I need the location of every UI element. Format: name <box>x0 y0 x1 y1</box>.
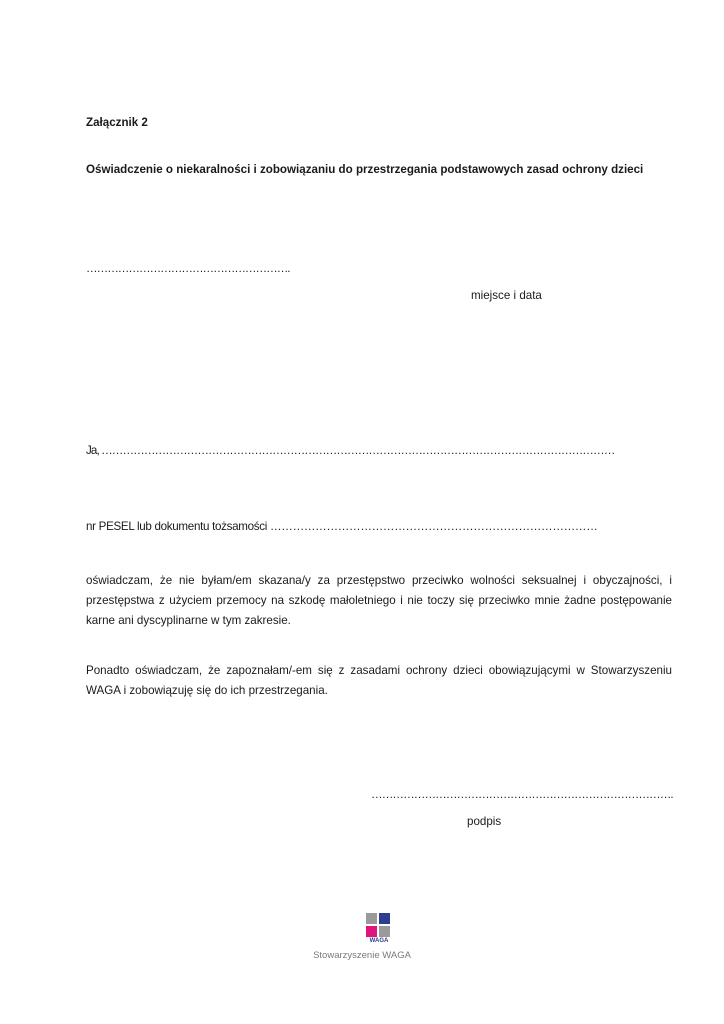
statement-child-protection: Ponadto oświadczam, że zapoznałam/-em się z zasadami ochrony dzieci obowiązującymi w Stowarzyszeniu WAGA i zobowiązuję się do ich przestrzegania. <box>86 664 672 697</box>
signature-line: …………………………………………………………………………. <box>371 788 673 801</box>
name-field-line: Ja, ……………………………………………………………………………………………………………………………… <box>86 444 615 457</box>
logo-square-blue <box>379 913 390 924</box>
place-date-label: miejsce i data <box>471 289 542 302</box>
logo-square-gray-1 <box>366 913 377 924</box>
footer-organization: Stowarzyszenie WAGA <box>313 950 411 961</box>
annex-label: Załącznik 2 <box>86 116 148 129</box>
logo-square-magenta <box>366 926 377 937</box>
waga-logo <box>366 913 392 943</box>
statement-no-criminal-record: oświadczam, że nie byłam/em skazana/y za przestępstwo przeciwko wolności seksualnej i obyczajności, i przestępstwa z użyciem przemocy na szkodę małoletniego i nie toczy się przeciwko mnie żadne postępowanie karne ani dyscyplinarne w tym zakresie. <box>86 574 672 627</box>
place-date-line: …………………………………………………. <box>86 262 290 275</box>
document-title: Oświadczenie o niekaralności i zobowiązaniu do przestrzegania podstawowych zasad ochrony dzieci <box>86 163 644 176</box>
signature-label: podpis <box>467 815 502 828</box>
logo-text: WAGA <box>369 938 389 944</box>
pesel-field-line: nr PESEL lub dokumentu tożsamości …………………………………………………………………………… <box>86 520 598 533</box>
logo-square-gray-2 <box>379 926 390 937</box>
